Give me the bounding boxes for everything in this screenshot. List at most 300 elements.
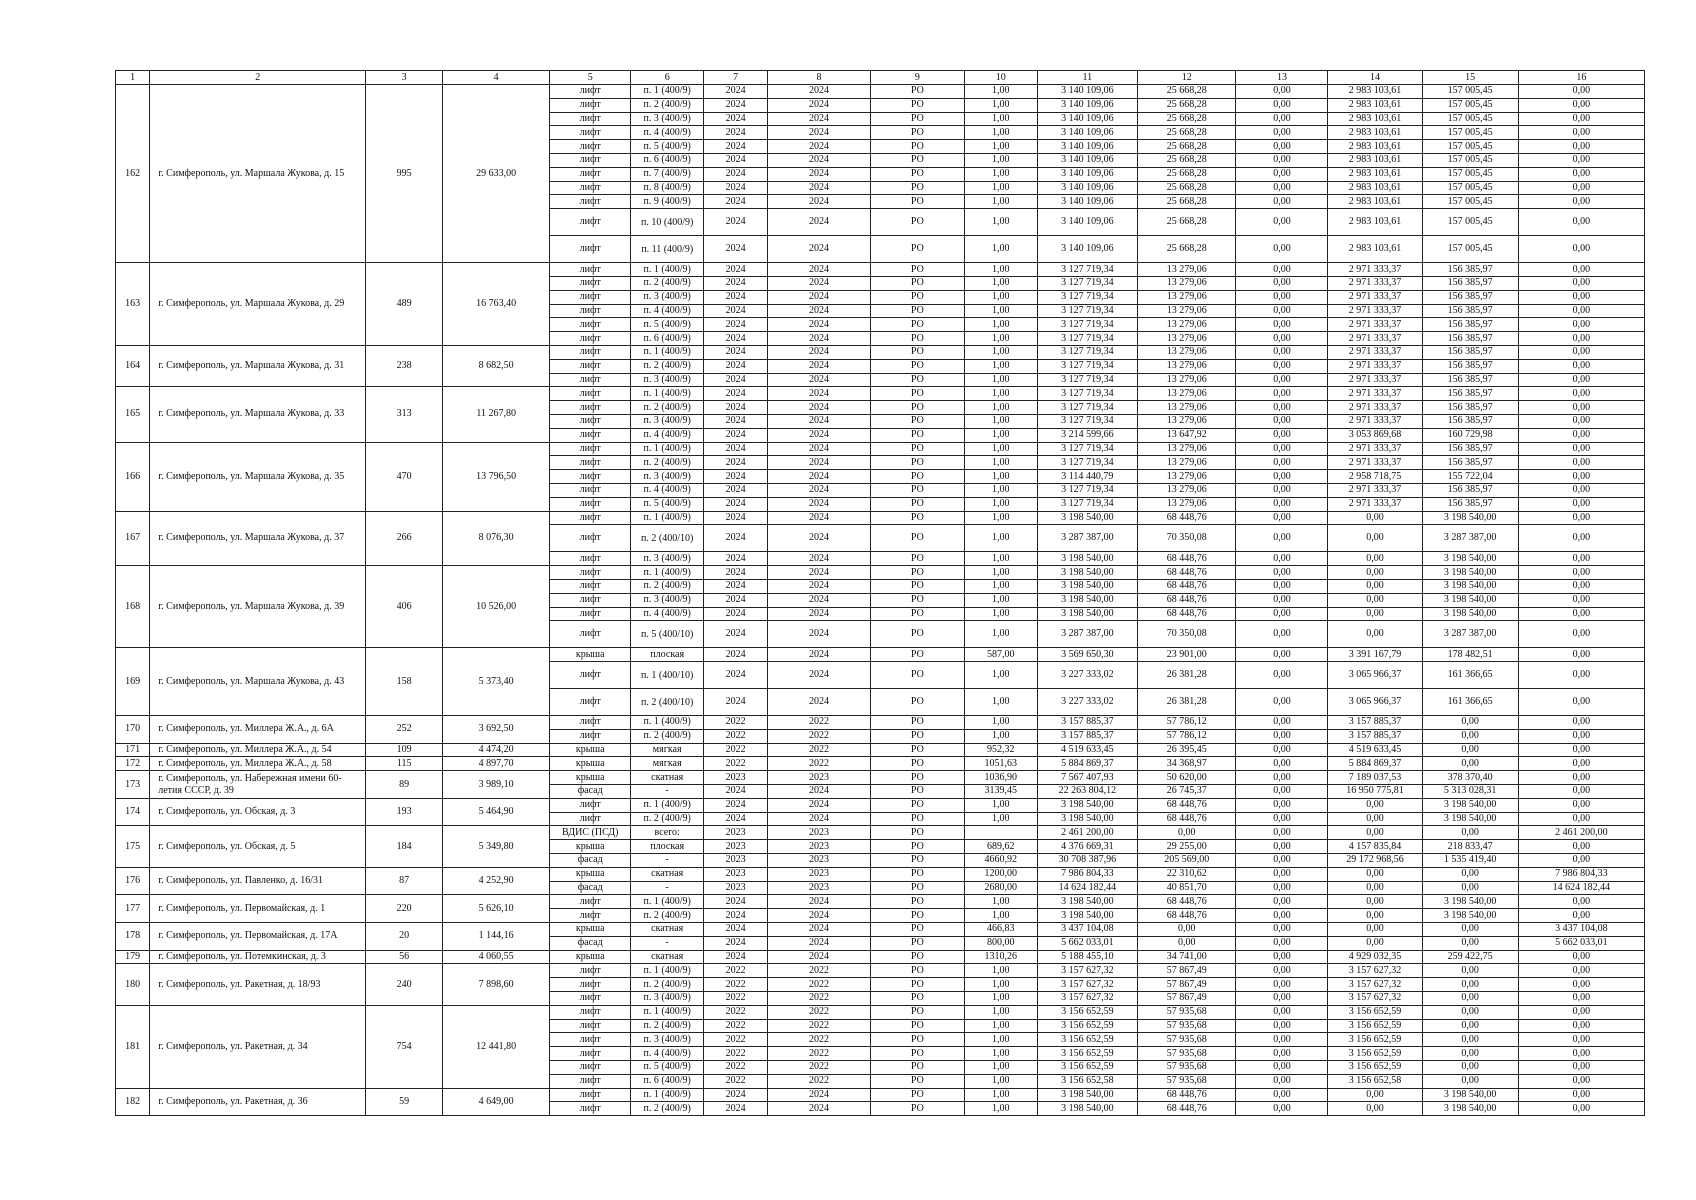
- fund-federal: 0,00: [1236, 785, 1328, 799]
- fund-regional: 3 157 627,32: [1328, 978, 1422, 992]
- fund-owners: 0,00: [1518, 1088, 1644, 1102]
- address: г. Симферополь, ул. Ракетная, д. 34: [150, 1005, 366, 1088]
- unit-cost: 13 279,06: [1138, 263, 1236, 277]
- element-type: лифт: [550, 332, 631, 346]
- year-end: 2023: [768, 881, 871, 895]
- fund-owners: 0,00: [1518, 140, 1644, 154]
- method: РО: [870, 497, 964, 511]
- row-number: 168: [116, 566, 150, 648]
- fund-regional: 3 157 627,32: [1328, 992, 1422, 1006]
- method: РО: [870, 387, 964, 401]
- method: РО: [870, 909, 964, 923]
- element-type: лифт: [550, 318, 631, 332]
- fund-owners: 0,00: [1518, 236, 1644, 263]
- fund-owners: 0,00: [1518, 593, 1644, 607]
- method: РО: [870, 290, 964, 304]
- fund-local: 157 005,45: [1422, 112, 1518, 126]
- column-number-3: 3: [366, 71, 443, 85]
- element-type: лифт: [550, 290, 631, 304]
- unit-cost: 13 279,06: [1138, 456, 1236, 470]
- year-start: 2024: [704, 552, 768, 566]
- fund-owners: 0,00: [1518, 1074, 1644, 1088]
- total-area: 3 692,50: [443, 716, 550, 744]
- unit-cost: 25 668,28: [1138, 167, 1236, 181]
- fund-federal: 0,00: [1236, 854, 1328, 868]
- year-start: 2024: [704, 181, 768, 195]
- table-row: [116, 743, 1645, 757]
- total-cost: 3 127 719,34: [1037, 483, 1138, 497]
- total-cost: 3 198 540,00: [1037, 909, 1138, 923]
- fund-regional: 0,00: [1328, 566, 1422, 580]
- fund-owners: 2 461 200,00: [1518, 826, 1644, 840]
- year-end: 2022: [768, 1005, 871, 1019]
- total-cost: 3 198 540,00: [1037, 798, 1138, 812]
- total-cost: 5 662 033,01: [1037, 936, 1138, 950]
- element-detail: п. 2 (400/9): [631, 276, 704, 290]
- fund-regional: 4 157 835,84: [1328, 840, 1422, 854]
- volume: 1,00: [964, 359, 1037, 373]
- total-cost: 3 127 719,34: [1037, 290, 1138, 304]
- fund-owners: 5 662 033,01: [1518, 936, 1644, 950]
- year-end: 2024: [768, 318, 871, 332]
- year-end: 2024: [768, 140, 871, 154]
- total-area: 5 349,80: [443, 826, 550, 867]
- unit-cost: 68 448,76: [1138, 798, 1236, 812]
- fund-federal: 0,00: [1236, 743, 1328, 757]
- address: г. Симферополь, ул. Обская, д. 5: [150, 826, 366, 867]
- table-row: [116, 345, 1645, 359]
- total-cost: 3 140 109,06: [1037, 126, 1138, 140]
- element-detail: п. 1 (400/9): [631, 345, 704, 359]
- method: РО: [870, 621, 964, 648]
- fund-owners: 0,00: [1518, 414, 1644, 428]
- address: г. Симферополь, ул. Первомайская, д. 1: [150, 895, 366, 923]
- fund-regional: 3 053 869,68: [1328, 428, 1422, 442]
- unit-cost: 22 310,62: [1138, 867, 1236, 881]
- year-end: 2024: [768, 607, 871, 621]
- element-type: лифт: [550, 276, 631, 290]
- element-type: крыша: [550, 771, 631, 785]
- volume: 1,00: [964, 978, 1037, 992]
- total-cost: 3 156 652,58: [1037, 1074, 1138, 1088]
- element-detail: п. 2 (400/9): [631, 359, 704, 373]
- element-type: лифт: [550, 511, 631, 525]
- fund-owners: 0,00: [1518, 607, 1644, 621]
- unit-cost: 68 448,76: [1138, 511, 1236, 525]
- element-detail: п. 5 (400/9): [631, 497, 704, 511]
- year-end: 2024: [768, 236, 871, 263]
- element-type: лифт: [550, 442, 631, 456]
- year-end: 2023: [768, 771, 871, 785]
- fund-owners: 0,00: [1518, 304, 1644, 318]
- element-type: лифт: [550, 566, 631, 580]
- address: г. Симферополь, ул. Миллера Ж.А., д. 54: [150, 743, 366, 757]
- residents-count: 252: [366, 716, 443, 744]
- year-start: 2024: [704, 428, 768, 442]
- element-detail: п. 8 (400/9): [631, 181, 704, 195]
- row-number: 180: [116, 964, 150, 1005]
- element-type: лифт: [550, 895, 631, 909]
- element-detail: п. 1 (400/9): [631, 263, 704, 277]
- element-detail: п. 1 (400/9): [631, 964, 704, 978]
- total-cost: 3 156 652,59: [1037, 1005, 1138, 1019]
- fund-local: 3 198 540,00: [1422, 895, 1518, 909]
- method: РО: [870, 950, 964, 964]
- total-cost: 30 708 387,96: [1037, 854, 1138, 868]
- volume: 1,00: [964, 181, 1037, 195]
- fund-federal: 0,00: [1236, 881, 1328, 895]
- fund-local: 156 385,97: [1422, 263, 1518, 277]
- total-cost: 3 156 652,59: [1037, 1033, 1138, 1047]
- volume: 1,00: [964, 209, 1037, 236]
- total-cost: 3 198 540,00: [1037, 812, 1138, 826]
- unit-cost: 205 569,00: [1138, 854, 1236, 868]
- column-number-12: 12: [1138, 71, 1236, 85]
- year-start: 2024: [704, 263, 768, 277]
- unit-cost: 0,00: [1138, 936, 1236, 950]
- volume: 1,00: [964, 909, 1037, 923]
- fund-federal: 0,00: [1236, 483, 1328, 497]
- fund-local: 0,00: [1422, 1047, 1518, 1061]
- table-row: [116, 511, 1645, 525]
- fund-federal: 0,00: [1236, 992, 1328, 1006]
- fund-federal: 0,00: [1236, 1033, 1328, 1047]
- fund-federal: 0,00: [1236, 332, 1328, 346]
- method: РО: [870, 936, 964, 950]
- volume: 1036,90: [964, 771, 1037, 785]
- fund-federal: 0,00: [1236, 304, 1328, 318]
- year-start: 2024: [704, 373, 768, 387]
- total-cost: 3 569 650,30: [1037, 648, 1138, 662]
- unit-cost: 13 279,06: [1138, 470, 1236, 484]
- year-end: 2024: [768, 950, 871, 964]
- total-cost: 3 127 719,34: [1037, 401, 1138, 415]
- fund-federal: 0,00: [1236, 798, 1328, 812]
- fund-federal: 0,00: [1236, 497, 1328, 511]
- element-type: фасад: [550, 854, 631, 868]
- volume: 1,00: [964, 345, 1037, 359]
- volume: 1,00: [964, 621, 1037, 648]
- address: г. Симферополь, ул. Первомайская, д. 17А: [150, 923, 366, 951]
- unit-cost: 25 668,28: [1138, 236, 1236, 263]
- fund-regional: 2 983 103,61: [1328, 98, 1422, 112]
- address: г. Симферополь, ул. Маршала Жукова, д. 33: [150, 387, 366, 442]
- fund-regional: 3 391 167,79: [1328, 648, 1422, 662]
- fund-owners: 0,00: [1518, 181, 1644, 195]
- fund-local: 3 198 540,00: [1422, 909, 1518, 923]
- volume: 1,00: [964, 992, 1037, 1006]
- method: РО: [870, 209, 964, 236]
- column-number-6: 6: [631, 71, 704, 85]
- unit-cost: 57 867,49: [1138, 978, 1236, 992]
- element-detail: плоская: [631, 840, 704, 854]
- total-cost: 3 198 540,00: [1037, 566, 1138, 580]
- fund-owners: 0,00: [1518, 442, 1644, 456]
- volume: 1,00: [964, 276, 1037, 290]
- fund-regional: 3 156 652,59: [1328, 1005, 1422, 1019]
- volume: 1,00: [964, 729, 1037, 743]
- fund-regional: 2 971 333,37: [1328, 414, 1422, 428]
- method: РО: [870, 442, 964, 456]
- total-area: 4 060,55: [443, 950, 550, 964]
- total-area: 7 898,60: [443, 964, 550, 1005]
- element-type: лифт: [550, 470, 631, 484]
- fund-federal: 0,00: [1236, 1047, 1328, 1061]
- fund-regional: 0,00: [1328, 826, 1422, 840]
- unit-cost: 68 448,76: [1138, 593, 1236, 607]
- element-detail: п. 5 (400/9): [631, 318, 704, 332]
- year-end: 2024: [768, 359, 871, 373]
- volume: 1,00: [964, 318, 1037, 332]
- residents-count: 406: [366, 566, 443, 648]
- fund-regional: 2 971 333,37: [1328, 387, 1422, 401]
- row-number: 175: [116, 826, 150, 867]
- total-area: 5 626,10: [443, 895, 550, 923]
- fund-owners: 0,00: [1518, 798, 1644, 812]
- unit-cost: 68 448,76: [1138, 1102, 1236, 1116]
- fund-owners: 0,00: [1518, 964, 1644, 978]
- fund-owners: 0,00: [1518, 525, 1644, 552]
- fund-federal: 0,00: [1236, 442, 1328, 456]
- column-number-7: 7: [704, 71, 768, 85]
- method: РО: [870, 743, 964, 757]
- element-type: лифт: [550, 387, 631, 401]
- fund-local: 156 385,97: [1422, 318, 1518, 332]
- fund-owners: 0,00: [1518, 401, 1644, 415]
- volume: 1,00: [964, 1033, 1037, 1047]
- residents-count: 470: [366, 442, 443, 511]
- unit-cost: 70 350,08: [1138, 525, 1236, 552]
- element-detail: п. 4 (400/9): [631, 428, 704, 442]
- fund-local: 3 287 387,00: [1422, 525, 1518, 552]
- element-type: фасад: [550, 785, 631, 799]
- year-start: 2024: [704, 332, 768, 346]
- unit-cost: 25 668,28: [1138, 98, 1236, 112]
- volume: 1,00: [964, 401, 1037, 415]
- element-type: лифт: [550, 593, 631, 607]
- fund-federal: 0,00: [1236, 456, 1328, 470]
- fund-regional: 0,00: [1328, 812, 1422, 826]
- fund-federal: 0,00: [1236, 936, 1328, 950]
- fund-federal: 0,00: [1236, 209, 1328, 236]
- table-row: [116, 923, 1645, 937]
- total-cost: 2 461 200,00: [1037, 826, 1138, 840]
- method: РО: [870, 525, 964, 552]
- fund-local: 157 005,45: [1422, 153, 1518, 167]
- year-start: 2023: [704, 771, 768, 785]
- fund-federal: 0,00: [1236, 525, 1328, 552]
- fund-owners: 0,00: [1518, 112, 1644, 126]
- year-end: 2024: [768, 552, 871, 566]
- table-row: [116, 648, 1645, 662]
- fund-owners: 0,00: [1518, 566, 1644, 580]
- element-detail: п. 2 (400/9): [631, 812, 704, 826]
- element-type: лифт: [550, 195, 631, 209]
- year-start: 2024: [704, 579, 768, 593]
- method: РО: [870, 1074, 964, 1088]
- fund-owners: 0,00: [1518, 167, 1644, 181]
- year-end: 2024: [768, 1088, 871, 1102]
- fund-local: 3 198 540,00: [1422, 812, 1518, 826]
- year-end: 2024: [768, 923, 871, 937]
- fund-federal: 0,00: [1236, 140, 1328, 154]
- year-end: 2023: [768, 826, 871, 840]
- table-body: [116, 85, 1645, 1116]
- year-start: 2024: [704, 195, 768, 209]
- year-end: 2024: [768, 812, 871, 826]
- element-type: лифт: [550, 909, 631, 923]
- fund-local: 3 287 387,00: [1422, 621, 1518, 648]
- column-number-16: 16: [1518, 71, 1644, 85]
- volume: 1,00: [964, 1074, 1037, 1088]
- element-type: лифт: [550, 345, 631, 359]
- fund-owners: 0,00: [1518, 290, 1644, 304]
- fund-federal: 0,00: [1236, 757, 1328, 771]
- total-cost: 3 127 719,34: [1037, 359, 1138, 373]
- year-end: 2024: [768, 497, 871, 511]
- unit-cost: 68 448,76: [1138, 1088, 1236, 1102]
- fund-local: 5 313 028,31: [1422, 785, 1518, 799]
- fund-regional: 3 157 627,32: [1328, 964, 1422, 978]
- method: РО: [870, 881, 964, 895]
- unit-cost: 26 395,45: [1138, 743, 1236, 757]
- fund-federal: 0,00: [1236, 195, 1328, 209]
- table-row: [116, 771, 1645, 785]
- row-number: 171: [116, 743, 150, 757]
- method: РО: [870, 593, 964, 607]
- column-number-15: 15: [1422, 71, 1518, 85]
- row-number: 166: [116, 442, 150, 511]
- fund-regional: 3 156 652,58: [1328, 1074, 1422, 1088]
- row-number: 179: [116, 950, 150, 964]
- fund-federal: 0,00: [1236, 840, 1328, 854]
- fund-regional: 0,00: [1328, 579, 1422, 593]
- year-end: 2022: [768, 978, 871, 992]
- method: РО: [870, 978, 964, 992]
- year-start: 2023: [704, 881, 768, 895]
- fund-local: 156 385,97: [1422, 387, 1518, 401]
- table-row: [116, 387, 1645, 401]
- element-detail: -: [631, 854, 704, 868]
- unit-cost: 13 279,06: [1138, 332, 1236, 346]
- element-type: лифт: [550, 98, 631, 112]
- year-start: 2024: [704, 648, 768, 662]
- year-end: 2024: [768, 456, 871, 470]
- address: г. Симферополь, ул. Маршала Жукова, д. 31: [150, 345, 366, 386]
- unit-cost: 57 935,68: [1138, 1033, 1236, 1047]
- fund-local: 378 370,40: [1422, 771, 1518, 785]
- fund-local: 156 385,97: [1422, 483, 1518, 497]
- row-number: 177: [116, 895, 150, 923]
- volume: 1,00: [964, 153, 1037, 167]
- fund-federal: 0,00: [1236, 923, 1328, 937]
- element-detail: п. 1 (400/9): [631, 511, 704, 525]
- volume: 1,00: [964, 579, 1037, 593]
- fund-regional: 4 929 032,35: [1328, 950, 1422, 964]
- total-area: 4 252,90: [443, 867, 550, 895]
- total-cost: 4 376 669,31: [1037, 840, 1138, 854]
- table-row: [116, 964, 1645, 978]
- element-detail: п. 1 (400/9): [631, 798, 704, 812]
- year-start: 2024: [704, 1102, 768, 1116]
- method: РО: [870, 1047, 964, 1061]
- address: г. Симферополь, ул. Маршала Жукова, д. 15: [150, 85, 366, 263]
- year-end: 2022: [768, 1033, 871, 1047]
- unit-cost: 13 279,06: [1138, 442, 1236, 456]
- fund-federal: 0,00: [1236, 236, 1328, 263]
- total-cost: 3 198 540,00: [1037, 579, 1138, 593]
- unit-cost: 40 851,70: [1138, 881, 1236, 895]
- total-cost: 3 198 540,00: [1037, 1088, 1138, 1102]
- volume: 1,00: [964, 483, 1037, 497]
- fund-federal: 0,00: [1236, 689, 1328, 716]
- table-row: [116, 950, 1645, 964]
- element-type: лифт: [550, 1033, 631, 1047]
- address: г. Симферополь, ул. Потемкинская, д. 3: [150, 950, 366, 964]
- fund-federal: 0,00: [1236, 826, 1328, 840]
- total-cost: 3 140 109,06: [1037, 236, 1138, 263]
- method: РО: [870, 332, 964, 346]
- year-end: 2024: [768, 428, 871, 442]
- year-start: 2022: [704, 1047, 768, 1061]
- table-row: [116, 1005, 1645, 1019]
- method: РО: [870, 511, 964, 525]
- fund-federal: 0,00: [1236, 978, 1328, 992]
- element-type: лифт: [550, 414, 631, 428]
- fund-regional: 7 189 037,53: [1328, 771, 1422, 785]
- element-detail: плоская: [631, 648, 704, 662]
- fund-owners: 0,00: [1518, 785, 1644, 799]
- unit-cost: 25 668,28: [1138, 195, 1236, 209]
- fund-owners: 0,00: [1518, 1047, 1644, 1061]
- element-detail: п. 5 (400/10): [631, 621, 704, 648]
- document-page: [115, 70, 1645, 1116]
- total-cost: 3 198 540,00: [1037, 1102, 1138, 1116]
- unit-cost: 68 448,76: [1138, 895, 1236, 909]
- fund-regional: 3 157 885,37: [1328, 716, 1422, 730]
- year-start: 2024: [704, 209, 768, 236]
- element-detail: п. 3 (400/9): [631, 593, 704, 607]
- residents-count: 87: [366, 867, 443, 895]
- fund-regional: 2 971 333,37: [1328, 456, 1422, 470]
- year-start: 2024: [704, 785, 768, 799]
- table-row: [116, 716, 1645, 730]
- unit-cost: 57 935,68: [1138, 1061, 1236, 1075]
- fund-regional: 3 156 652,59: [1328, 1019, 1422, 1033]
- row-number: 181: [116, 1005, 150, 1088]
- unit-cost: 13 279,06: [1138, 483, 1236, 497]
- address: г. Симферополь, ул. Маршала Жукова, д. 43: [150, 648, 366, 716]
- fund-local: 3 198 540,00: [1422, 552, 1518, 566]
- fund-regional: 2 983 103,61: [1328, 209, 1422, 236]
- fund-regional: 2 983 103,61: [1328, 236, 1422, 263]
- element-type: лифт: [550, 373, 631, 387]
- fund-local: 0,00: [1422, 881, 1518, 895]
- volume: 1,00: [964, 456, 1037, 470]
- year-end: 2023: [768, 840, 871, 854]
- unit-cost: 13 279,06: [1138, 304, 1236, 318]
- year-end: 2022: [768, 1019, 871, 1033]
- fund-regional: 0,00: [1328, 798, 1422, 812]
- fund-federal: 0,00: [1236, 566, 1328, 580]
- total-cost: 3 198 540,00: [1037, 895, 1138, 909]
- total-cost: 3 140 109,06: [1037, 85, 1138, 99]
- fund-owners: 0,00: [1518, 359, 1644, 373]
- element-type: лифт: [550, 729, 631, 743]
- fund-federal: 0,00: [1236, 771, 1328, 785]
- element-detail: -: [631, 881, 704, 895]
- year-start: 2022: [704, 992, 768, 1006]
